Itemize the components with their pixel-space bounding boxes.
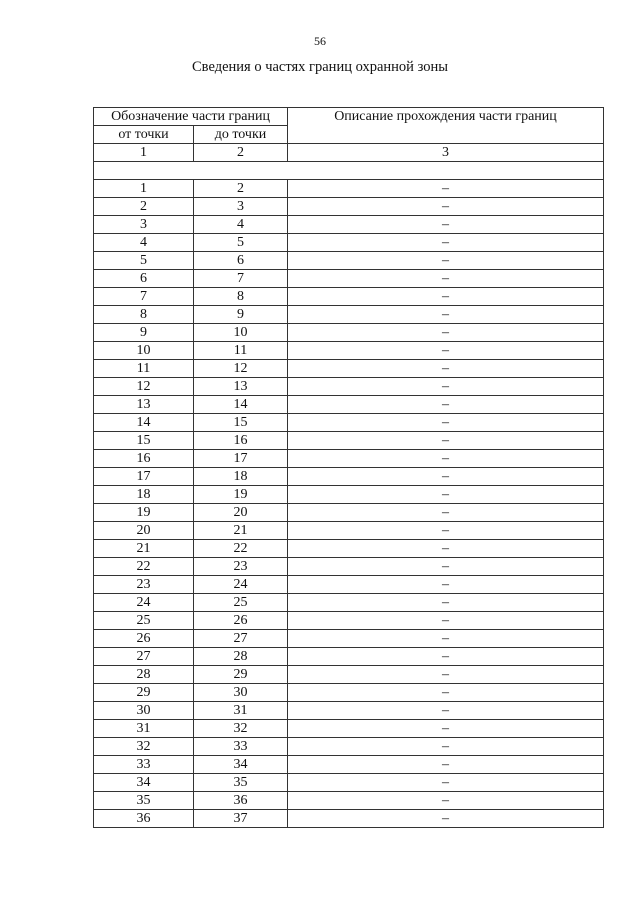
table-row — [94, 630, 604, 648]
table-row — [94, 468, 604, 486]
description-cell: – — [288, 324, 604, 342]
to-point-cell: 14 — [194, 396, 288, 414]
table-row — [94, 324, 604, 342]
table-row — [94, 252, 604, 270]
table-row — [94, 756, 604, 774]
to-point-cell: 25 — [194, 594, 288, 612]
from-point-cell: 13 — [94, 396, 194, 414]
table-row — [94, 504, 604, 522]
to-point-cell: 6 — [194, 252, 288, 270]
table-body — [94, 180, 604, 828]
description-cell: – — [288, 576, 604, 594]
table-row — [94, 414, 604, 432]
to-point-cell: 32 — [194, 720, 288, 738]
from-point-cell: 21 — [94, 540, 194, 558]
to-point-cell: 8 — [194, 288, 288, 306]
to-point-cell: 17 — [194, 450, 288, 468]
from-point-cell: 4 — [94, 234, 194, 252]
from-point-cell: 10 — [94, 342, 194, 360]
description-cell: – — [288, 432, 604, 450]
from-point-cell: 2 — [94, 198, 194, 216]
to-point-cell: 21 — [194, 522, 288, 540]
to-point-cell: 31 — [194, 702, 288, 720]
from-point-header: от точки — [94, 126, 194, 144]
from-point-cell: 33 — [94, 756, 194, 774]
to-point-cell: 27 — [194, 630, 288, 648]
to-point-cell: 29 — [194, 666, 288, 684]
from-point-cell: 32 — [94, 738, 194, 756]
table-row — [94, 486, 604, 504]
description-cell: – — [288, 756, 604, 774]
description-cell: – — [288, 306, 604, 324]
table-row — [94, 306, 604, 324]
description-cell: – — [288, 684, 604, 702]
column-number-1: 1 — [94, 144, 194, 162]
to-point-cell: 10 — [194, 324, 288, 342]
description-cell: – — [288, 468, 604, 486]
to-point-cell: 13 — [194, 378, 288, 396]
from-point-cell: 7 — [94, 288, 194, 306]
to-point-cell: 36 — [194, 792, 288, 810]
description-cell: – — [288, 702, 604, 720]
to-point-cell: 26 — [194, 612, 288, 630]
to-point-cell: 33 — [194, 738, 288, 756]
to-point-header: до точки — [194, 126, 288, 144]
description-cell: – — [288, 558, 604, 576]
to-point-cell: 4 — [194, 216, 288, 234]
boundary-description-header: Описание прохождения части границ — [288, 108, 604, 144]
description-cell: – — [288, 738, 604, 756]
from-point-cell: 26 — [94, 630, 194, 648]
description-cell: – — [288, 612, 604, 630]
from-point-cell: 24 — [94, 594, 194, 612]
description-cell: – — [288, 792, 604, 810]
to-point-cell: 11 — [194, 342, 288, 360]
from-point-cell: 34 — [94, 774, 194, 792]
table-row — [94, 288, 604, 306]
to-point-cell: 7 — [194, 270, 288, 288]
description-cell: – — [288, 360, 604, 378]
description-cell: – — [288, 594, 604, 612]
to-point-cell: 5 — [194, 234, 288, 252]
to-point-cell: 28 — [194, 648, 288, 666]
table-row — [94, 198, 604, 216]
from-point-cell: 8 — [94, 306, 194, 324]
description-cell: – — [288, 720, 604, 738]
description-cell: – — [288, 504, 604, 522]
from-point-cell: 23 — [94, 576, 194, 594]
table-row — [94, 396, 604, 414]
description-cell: – — [288, 630, 604, 648]
from-point-cell: 35 — [94, 792, 194, 810]
description-cell: – — [288, 396, 604, 414]
table-row — [94, 594, 604, 612]
description-cell: – — [288, 648, 604, 666]
description-cell: – — [288, 774, 604, 792]
to-point-cell: 34 — [194, 756, 288, 774]
empty-separator-cell — [94, 162, 604, 180]
from-point-cell: 36 — [94, 810, 194, 828]
document-title: Сведения о частях границ охранной зоны — [192, 59, 448, 75]
from-point-cell: 15 — [94, 432, 194, 450]
header-row-group — [94, 108, 604, 126]
from-point-cell: 16 — [94, 450, 194, 468]
column-number-row — [94, 144, 604, 162]
from-point-cell: 27 — [94, 648, 194, 666]
from-point-cell: 31 — [94, 720, 194, 738]
from-point-cell: 22 — [94, 558, 194, 576]
to-point-cell: 3 — [194, 198, 288, 216]
description-cell: – — [288, 666, 604, 684]
table-row — [94, 720, 604, 738]
description-cell: – — [288, 270, 604, 288]
from-point-cell: 6 — [94, 270, 194, 288]
table-row — [94, 684, 604, 702]
description-cell: – — [288, 378, 604, 396]
description-cell: – — [288, 342, 604, 360]
to-point-cell: 18 — [194, 468, 288, 486]
table-row — [94, 738, 604, 756]
from-point-cell: 18 — [94, 486, 194, 504]
table-row — [94, 648, 604, 666]
to-point-cell: 16 — [194, 432, 288, 450]
empty-separator-row — [94, 162, 604, 180]
from-point-cell: 19 — [94, 504, 194, 522]
table-row — [94, 576, 604, 594]
from-point-cell: 28 — [94, 666, 194, 684]
description-cell: – — [288, 486, 604, 504]
to-point-cell: 23 — [194, 558, 288, 576]
table-row — [94, 810, 604, 828]
table-row — [94, 450, 604, 468]
from-point-cell: 12 — [94, 378, 194, 396]
from-point-cell: 14 — [94, 414, 194, 432]
to-point-cell: 15 — [194, 414, 288, 432]
from-point-cell: 29 — [94, 684, 194, 702]
table-row — [94, 234, 604, 252]
table-row — [94, 540, 604, 558]
from-point-cell: 11 — [94, 360, 194, 378]
from-point-cell: 1 — [94, 180, 194, 198]
boundary-parts-table — [93, 107, 604, 828]
table-row — [94, 378, 604, 396]
table-row — [94, 216, 604, 234]
from-point-cell: 5 — [94, 252, 194, 270]
table-row — [94, 666, 604, 684]
to-point-cell: 35 — [194, 774, 288, 792]
to-point-cell: 2 — [194, 180, 288, 198]
to-point-cell: 37 — [194, 810, 288, 828]
to-point-cell: 9 — [194, 306, 288, 324]
description-cell: – — [288, 450, 604, 468]
to-point-cell: 12 — [194, 360, 288, 378]
from-point-cell: 30 — [94, 702, 194, 720]
table-row — [94, 270, 604, 288]
from-point-cell: 17 — [94, 468, 194, 486]
column-number-3: 3 — [288, 144, 604, 162]
table-row — [94, 360, 604, 378]
table-row — [94, 558, 604, 576]
description-cell: – — [288, 234, 604, 252]
to-point-cell: 22 — [194, 540, 288, 558]
table-row — [94, 180, 604, 198]
description-cell: – — [288, 216, 604, 234]
table-row — [94, 774, 604, 792]
from-point-cell: 25 — [94, 612, 194, 630]
description-cell: – — [288, 288, 604, 306]
description-cell: – — [288, 180, 604, 198]
table-row — [94, 522, 604, 540]
to-point-cell: 24 — [194, 576, 288, 594]
description-cell: – — [288, 522, 604, 540]
to-point-cell: 19 — [194, 486, 288, 504]
column-number-2: 2 — [194, 144, 288, 162]
boundary-designation-header: Обозначение части границ — [94, 108, 288, 126]
description-cell: – — [288, 252, 604, 270]
table-row — [94, 702, 604, 720]
description-cell: – — [288, 198, 604, 216]
description-cell: – — [288, 414, 604, 432]
description-cell: – — [288, 540, 604, 558]
from-point-cell: 3 — [94, 216, 194, 234]
table-row — [94, 342, 604, 360]
to-point-cell: 20 — [194, 504, 288, 522]
page-number: 56 — [314, 34, 326, 48]
from-point-cell: 20 — [94, 522, 194, 540]
table-row — [94, 432, 604, 450]
to-point-cell: 30 — [194, 684, 288, 702]
table-row — [94, 792, 604, 810]
from-point-cell: 9 — [94, 324, 194, 342]
description-cell: – — [288, 810, 604, 828]
table-row — [94, 612, 604, 630]
